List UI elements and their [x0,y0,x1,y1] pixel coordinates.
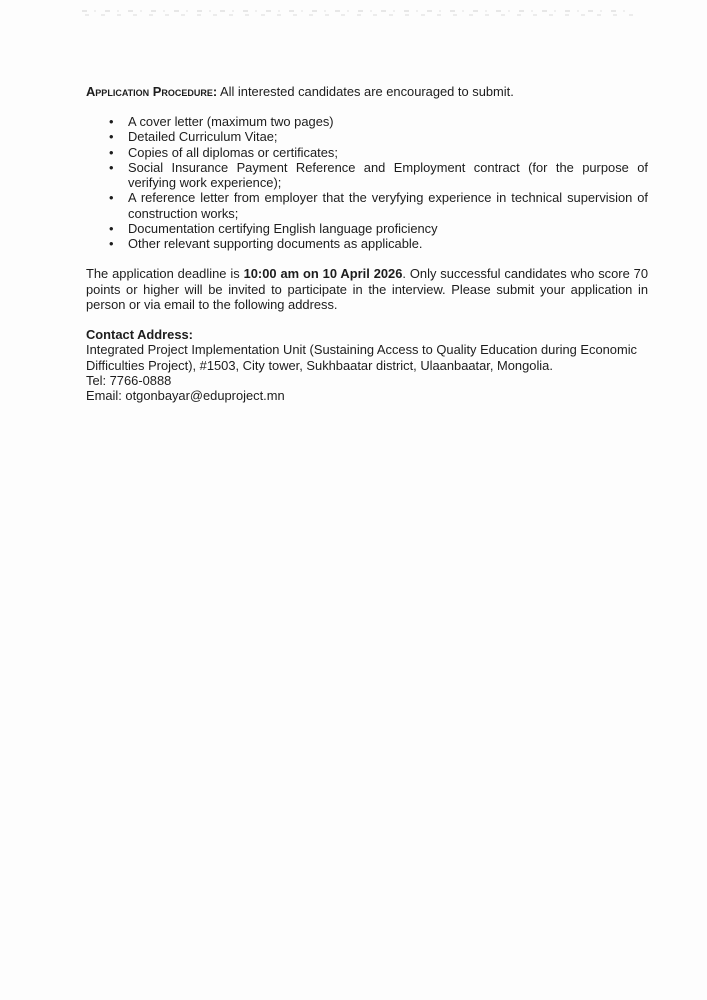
deadline-paragraph [86,266,648,312]
contact-address-text: Integrated Project Implementation Unit (Sustaining Access to Quality Education during Economic Difficulties Project), #1503, City tower, Sukhbaatar district, Ulaanbaatar, Mongolia. [86,342,638,373]
contact-tel: Tel: 7766-0888 [86,372,172,388]
contact-address-block [86,327,648,403]
application-procedure-heading: Application Procedure: [86,84,218,99]
scan-artifact-top [82,10,634,17]
list-item-social-insurance: • Social Insurance Payment Reference and Employment contract (for the purpose of verifying work experience); [128,160,648,191]
deadline-text-before: The application deadline is [86,266,244,282]
deadline-text-after: . Only successful candidates who score 70 points or higher will be invited to participate in the interview. Please submit your application in person or via email to the following address. [86,266,648,312]
document-content [86,84,648,403]
list-item-english-proficiency: • Documentation certifying English language proficiency [128,221,648,236]
application-procedure-intro: All interested candidates are encouraged to submit. [220,84,514,99]
list-item-reference-letter: • A reference letter from employer that the veryfying experience in technical supervision of construction works; [128,190,648,221]
required-documents-list [86,114,648,252]
application-procedure-paragraph [86,84,648,99]
list-item-cover-letter: • A cover letter (maximum two pages) [128,114,648,129]
contact-email: Email: otgonbayar@eduproject.mn [86,388,285,404]
deadline-datetime: 10:00 am on 10 April 2026 [243,266,403,282]
contact-address-heading: Contact Address: [86,326,193,342]
list-item-cv: • Detailed Curriculum Vitae; [128,129,648,144]
list-item-diplomas: • Copies of all diplomas or certificates; [128,145,648,160]
list-item-other-documents: • Other relevant supporting documents as applicable. [128,236,648,251]
